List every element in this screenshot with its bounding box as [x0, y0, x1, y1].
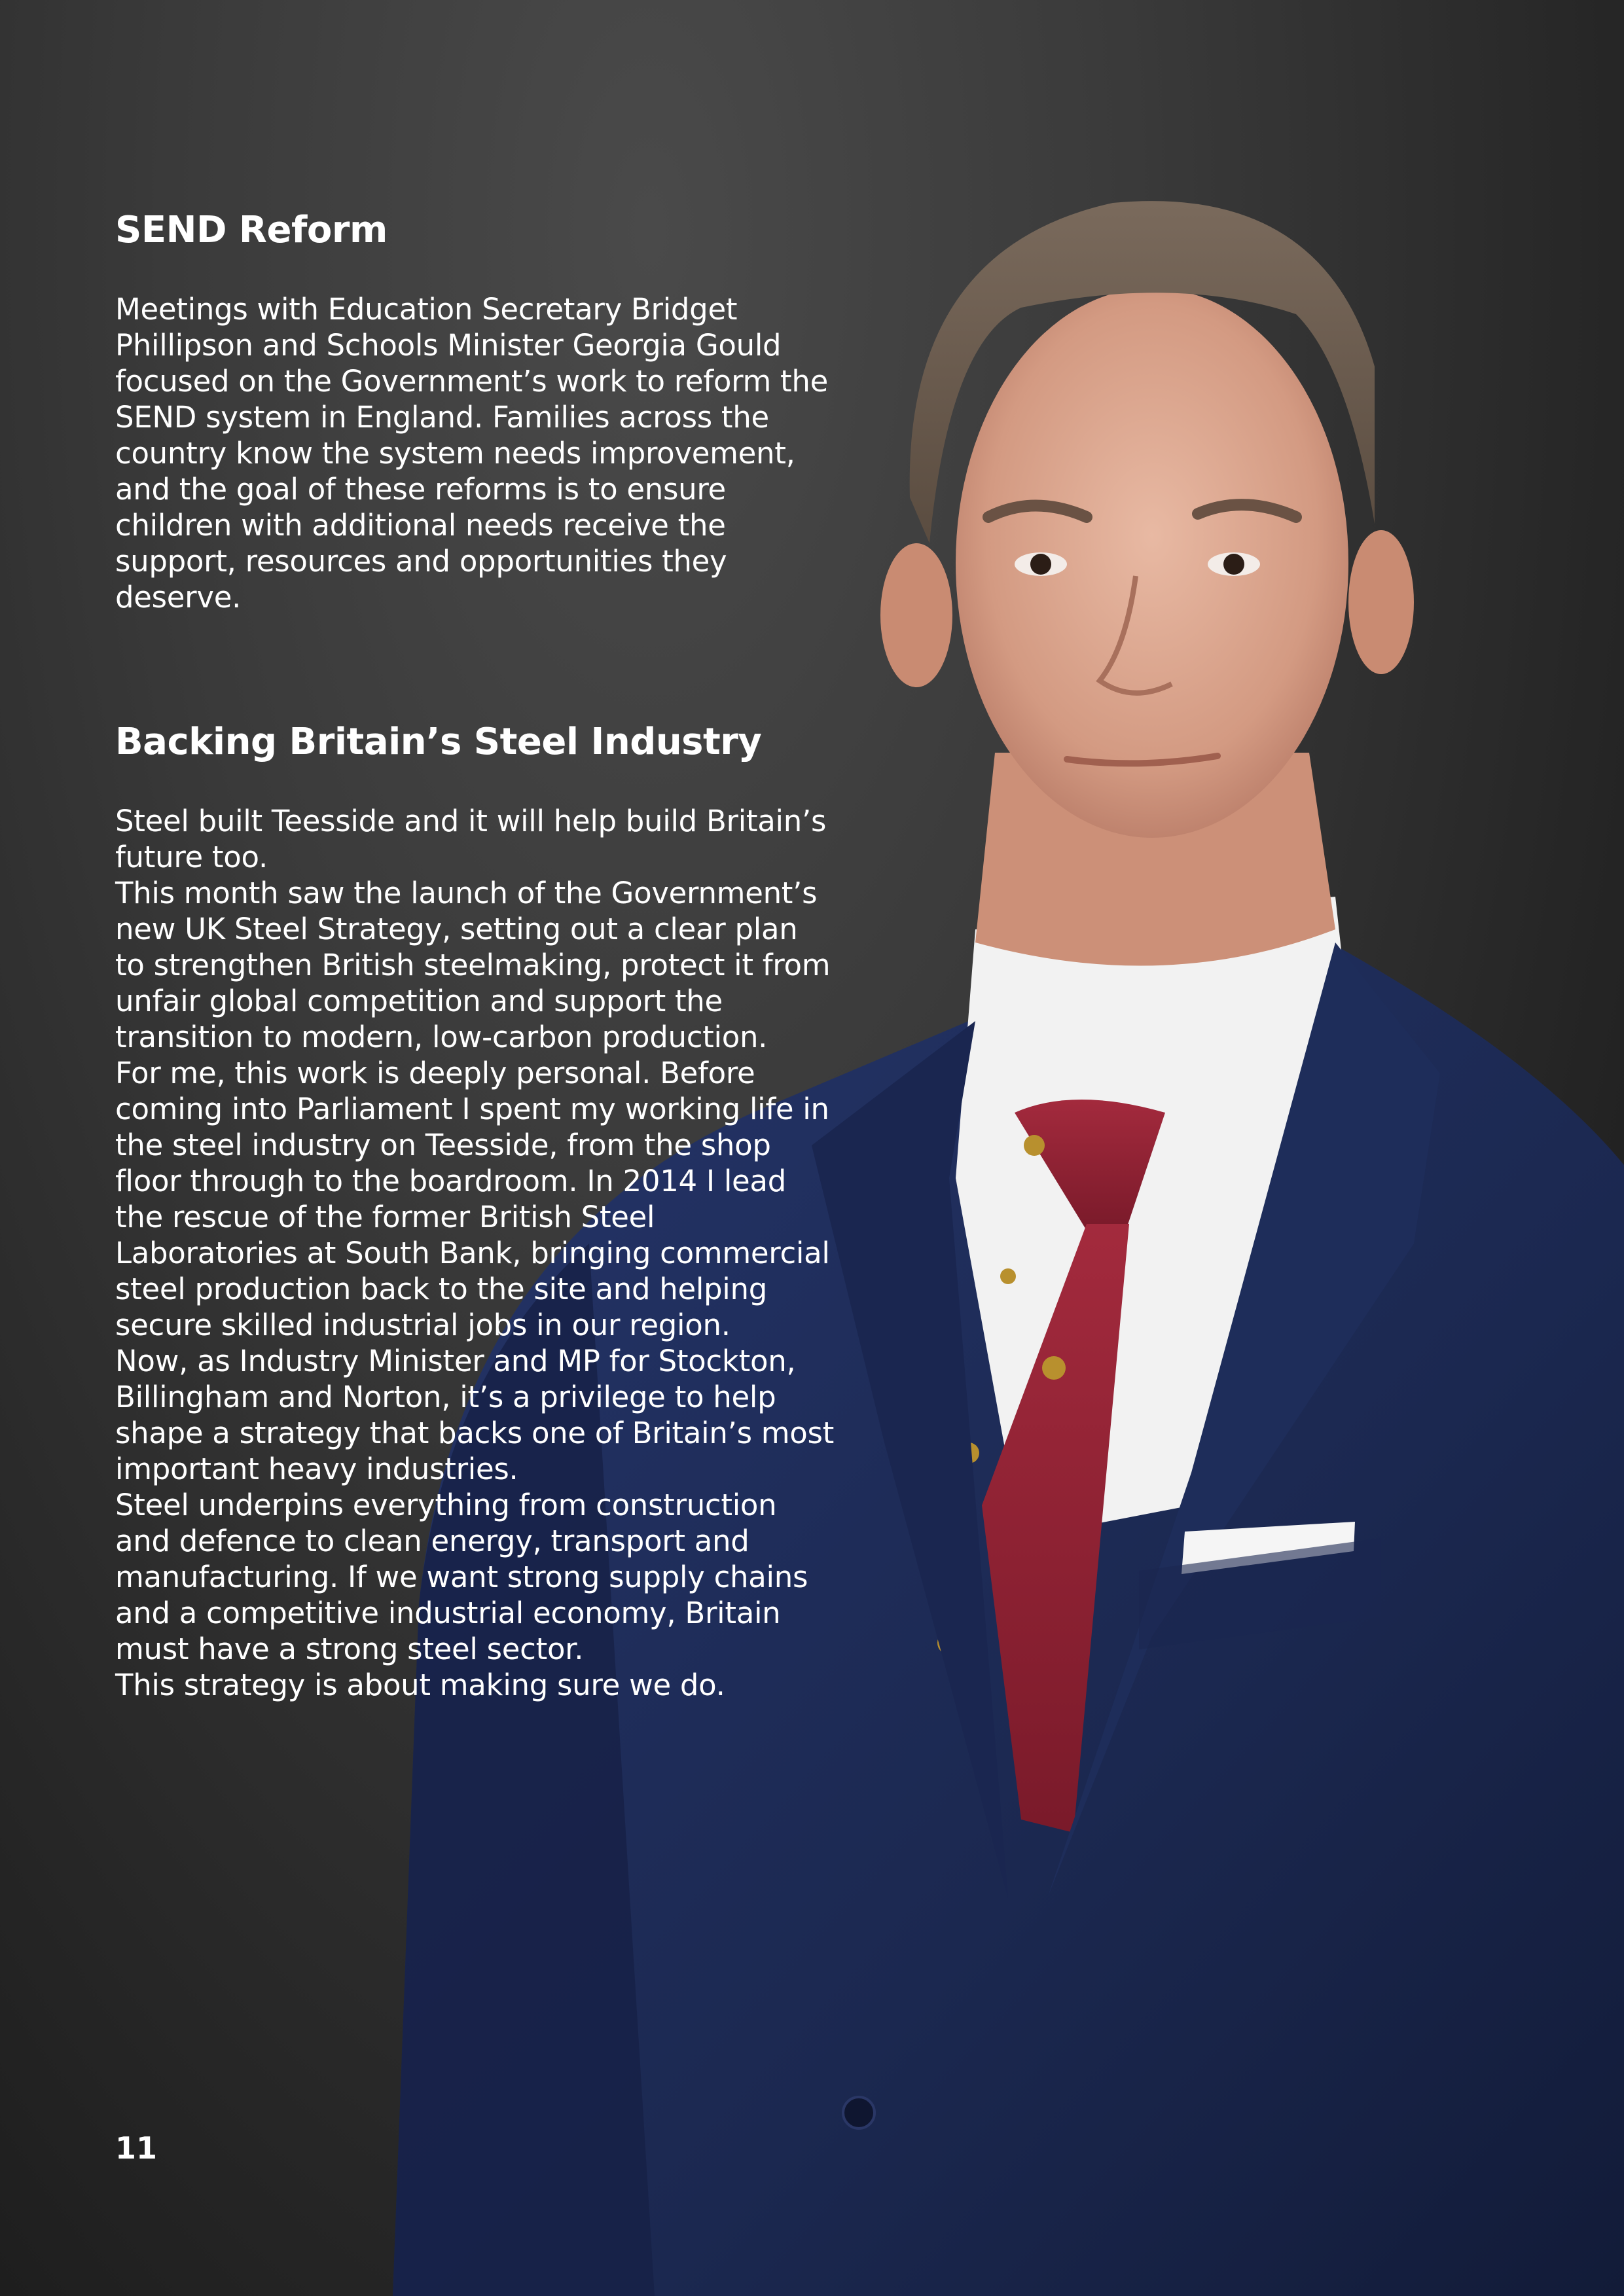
section-heading: Backing Britain’s Steel Industry: [115, 721, 762, 764]
section-paragraph: Meetings with Education Secretary Bridget Phillipson and Schools Minister Georgia Gould focused on the Government’s work to reform the SEND system in England. Families across the country know the system needs improvement, and the goal of these reforms is to ensure children with additional needs receive the support, resources and opportunities they deserve.: [115, 292, 828, 615]
suit-button: [843, 2097, 875, 2128]
section-paragraph: For me, this work is deeply personal. Before coming into Parliament I spent my working life in the steel industry on Teesside, from the shop floor through to the boardroom. In 2014 I lead the rescue of the former British Steel Laboratories at South Bank, bringing commercial steel production back to the site and helping secure skilled industrial jobs in our region.: [115, 1056, 830, 1343]
section-paragraph: Steel built Teesside and it will help build Britain’s future too.: [115, 804, 827, 875]
face: [956, 288, 1348, 838]
section-paragraph: Now, as Industry Minister and MP for Stockton, Billingham and Norton, it’s a privilege to help shape a strategy that backs one of Britain’s most important heavy industries.: [115, 1344, 834, 1487]
section-send-reform: [115, 208, 835, 615]
section-steel-industry: [115, 720, 835, 1703]
section-paragraph: Steel underpins everything from construction and defence to clean energy, transport and manufacturing. If we want strong supply chains and a competitive industrial economy, Britain must have a strong steel sector.: [115, 1488, 808, 1667]
page-number: 11: [115, 2130, 158, 2166]
section-paragraph: This month saw the launch of the Government’s new UK Steel Strategy, setting out a clear plan to strengthen British steelmaking, protect it from unfair global competition and support the transition to modern, low-carbon production.: [115, 876, 831, 1055]
section-heading: SEND Reform: [115, 209, 388, 251]
article-column: [115, 208, 835, 1703]
section-paragraph: This strategy is about making sure we do.: [115, 1668, 725, 1703]
